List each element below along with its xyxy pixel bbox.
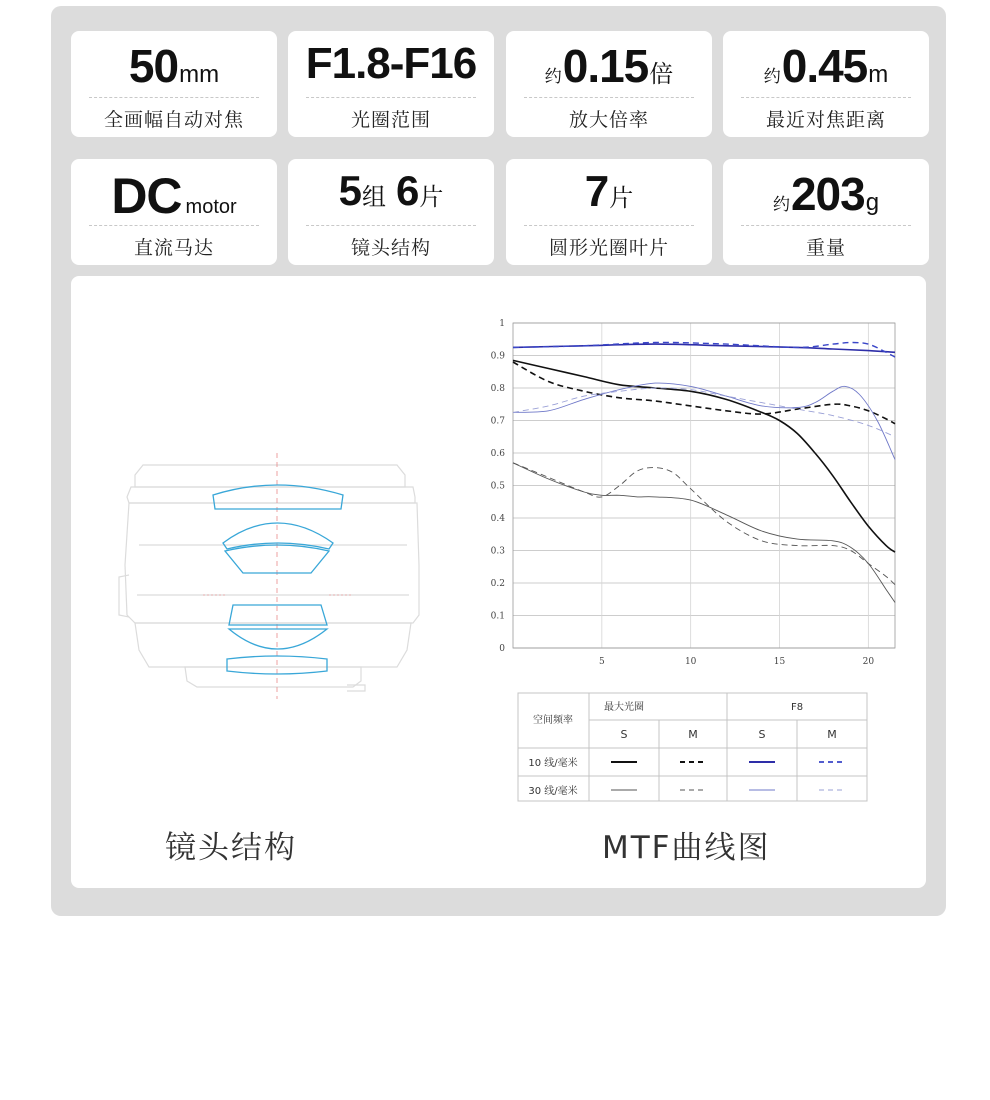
chart-axes — [491, 319, 895, 667]
y-tick-label: 0.9 — [490, 351, 505, 362]
spec-value — [288, 167, 494, 225]
spec-number: F1.8-F16 — [305, 39, 477, 88]
lens-barrel-ring — [127, 487, 415, 503]
spec-label: 重量 — [805, 237, 846, 259]
spec-card-min-focus — [723, 31, 929, 137]
spec-value — [723, 167, 929, 225]
spec-number: 50 — [128, 40, 179, 92]
spec-card-magnification — [506, 31, 712, 137]
spec-unit: 片 — [609, 185, 634, 212]
lens-mount — [185, 667, 361, 687]
divider — [89, 225, 259, 226]
spec-unit: m — [868, 61, 889, 88]
mtf-series-line — [513, 362, 895, 424]
spec-number: 0.45 — [781, 40, 868, 92]
x-tick-label: 5 — [598, 657, 605, 667]
spec-number: 0.15 — [562, 40, 649, 92]
legend-col-label: M — [688, 728, 698, 741]
spec-card-blades — [506, 159, 712, 265]
spec-unit: 组 — [362, 184, 386, 211]
spec-value — [506, 167, 712, 225]
legend-col-label: M — [827, 728, 837, 741]
spec-number: DC — [111, 168, 182, 224]
divider — [741, 97, 911, 98]
x-tick-label: 15 — [773, 657, 786, 667]
lens-barrel-top — [135, 465, 405, 487]
legend-row-label: 30 线/毫米 — [528, 786, 578, 797]
spec-label: 直流马达 — [133, 237, 214, 259]
spec-label: 镜头结构 — [350, 237, 431, 259]
spec-unit: 倍 — [649, 61, 674, 88]
spec-number: 7 — [584, 167, 609, 216]
mtf-series-line — [513, 388, 895, 437]
spec-unit: motor — [185, 196, 237, 218]
lens-element-1 — [213, 485, 343, 509]
y-tick-label: 0.2 — [490, 579, 505, 589]
divider — [524, 97, 694, 98]
spec-card-aperture — [288, 31, 494, 137]
spec-label: 放大倍率 — [568, 109, 649, 131]
divider — [306, 97, 476, 98]
mtf-caption: MTF曲线图 — [602, 830, 771, 866]
lens-element-5 — [229, 629, 327, 649]
legend-row-label: 10 线/毫米 — [528, 758, 578, 769]
y-tick-label: 0.5 — [490, 481, 505, 492]
spec-number: 203 — [790, 168, 865, 220]
spec-unit: g — [865, 189, 880, 216]
spec-card-motor — [71, 159, 277, 265]
divider — [89, 97, 259, 98]
y-tick-label: 0.4 — [490, 514, 505, 524]
lens-diagram — [115, 445, 425, 705]
y-tick-label: 0 — [499, 644, 505, 654]
spec-prefix: 约 — [544, 67, 562, 86]
lens-caption: 镜头结构 — [165, 830, 297, 866]
y-tick-label: 1 — [499, 319, 505, 329]
spec-label: 光圈范围 — [350, 109, 431, 131]
y-tick-label: 0.1 — [490, 611, 505, 622]
spec-label: 全画幅自动对焦 — [103, 109, 244, 131]
mtf-series-line — [513, 344, 895, 352]
chart-series — [513, 342, 895, 602]
spec-card-structure — [288, 159, 494, 265]
spec-unit-2: 片 — [419, 184, 444, 211]
spec-number-2: 6 — [396, 167, 419, 214]
legend-group-max-aperture: 最大光圈 — [604, 702, 644, 713]
spec-prefix: 约 — [763, 67, 781, 86]
spec-value — [288, 39, 494, 97]
spec-value — [71, 167, 277, 225]
spec-card-weight — [723, 159, 929, 265]
spec-unit: mm — [179, 61, 220, 88]
y-tick-label: 0.8 — [490, 384, 505, 394]
x-tick-label: 10 — [684, 657, 697, 667]
y-tick-label: 0.7 — [490, 416, 505, 427]
lens-element-3 — [225, 545, 329, 573]
y-tick-label: 0.3 — [490, 546, 505, 557]
legend-col-label: S — [758, 728, 766, 741]
mtf-legend-table — [517, 692, 869, 804]
spec-prefix: 约 — [772, 195, 790, 214]
spec-value — [723, 39, 929, 97]
divider — [741, 225, 911, 226]
lens-element-4 — [229, 605, 327, 625]
chart-grid — [513, 323, 895, 648]
mtf-chart — [490, 310, 910, 670]
mtf-series-line — [513, 463, 895, 585]
divider — [524, 225, 694, 226]
divider — [306, 225, 476, 226]
spec-number: 5 — [338, 167, 361, 214]
y-tick-label: 0.6 — [490, 449, 505, 459]
legend-header-frequency: 空间频率 — [533, 715, 573, 726]
x-tick-label: 20 — [862, 657, 875, 667]
legend-col-label: S — [620, 728, 628, 741]
spec-label: 最近对焦距离 — [765, 109, 886, 131]
spec-value — [506, 39, 712, 97]
legend-frame — [518, 693, 867, 801]
spec-label: 圆形光圈叶片 — [548, 237, 669, 259]
spec-card-focal-length — [71, 31, 277, 137]
legend-group-f8: F8 — [790, 702, 804, 713]
spec-value — [71, 39, 277, 97]
